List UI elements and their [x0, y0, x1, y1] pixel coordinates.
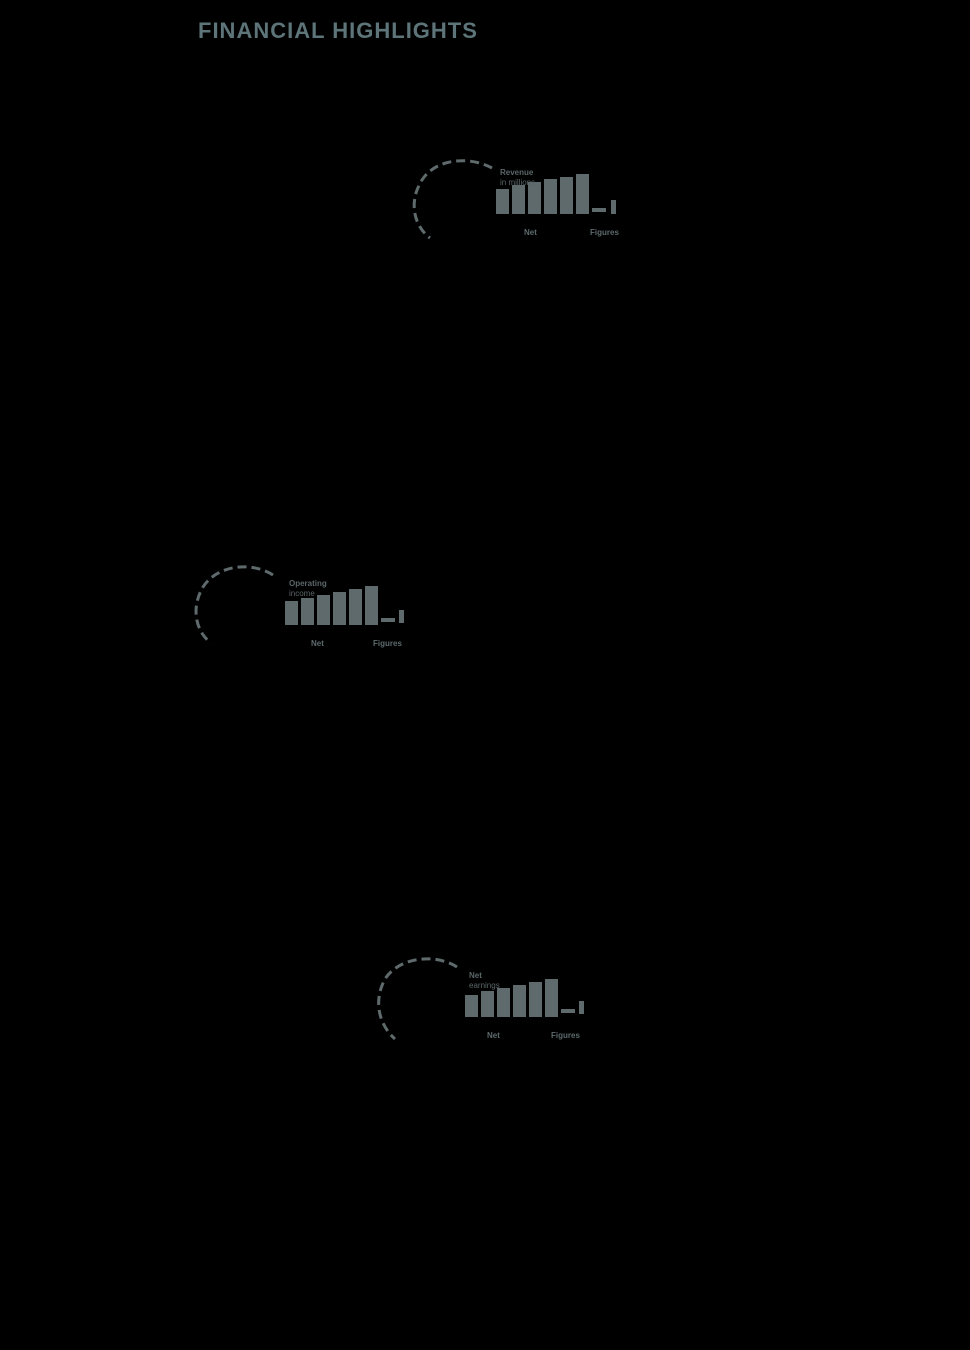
bar — [496, 189, 509, 214]
bar — [513, 985, 526, 1017]
bar — [285, 601, 298, 625]
gauge-arc-icon — [365, 945, 475, 1045]
page-title: FINANCIAL HIGHLIGHTS — [198, 18, 478, 43]
axis-label-right-2: Figures — [373, 639, 402, 648]
chart-subtitle-1: in millions — [500, 178, 536, 187]
chart-block-3 — [365, 945, 625, 1045]
bar — [333, 592, 346, 625]
bar — [365, 586, 378, 625]
axis-label-left-1: Net — [524, 228, 537, 237]
axis-label-left-2: Net — [311, 639, 324, 648]
bar — [481, 991, 494, 1017]
bar — [317, 595, 330, 625]
bar-marker — [611, 200, 616, 214]
bar-tail — [561, 1009, 575, 1013]
bar — [560, 177, 573, 214]
gauge-arc-icon — [400, 150, 510, 245]
bar-marker — [579, 1001, 584, 1014]
bar-tail — [592, 208, 606, 212]
chart-subtitle-2: income — [289, 589, 315, 598]
chart-subtitle-3: earnings — [469, 981, 500, 990]
bar — [465, 995, 478, 1017]
axis-label-left-3: Net — [487, 1031, 500, 1040]
axis-label-right-1: Figures — [590, 228, 619, 237]
gauge-arc-icon — [185, 555, 290, 650]
bar — [349, 589, 362, 625]
chart-block-1 — [400, 150, 660, 250]
bar — [544, 179, 557, 214]
bar — [529, 982, 542, 1017]
bar-marker — [399, 610, 404, 623]
chart-title-2: Operating — [289, 579, 327, 588]
chart-title-1: Revenue — [500, 168, 534, 177]
bar — [301, 598, 314, 625]
bar — [497, 988, 510, 1017]
bar-tail — [381, 618, 395, 622]
chart-title-3: Net — [469, 971, 482, 980]
bar — [576, 174, 589, 214]
axis-label-right-3: Figures — [551, 1031, 580, 1040]
bar — [512, 185, 525, 214]
bar — [545, 979, 558, 1017]
chart-block-2 — [185, 555, 445, 655]
